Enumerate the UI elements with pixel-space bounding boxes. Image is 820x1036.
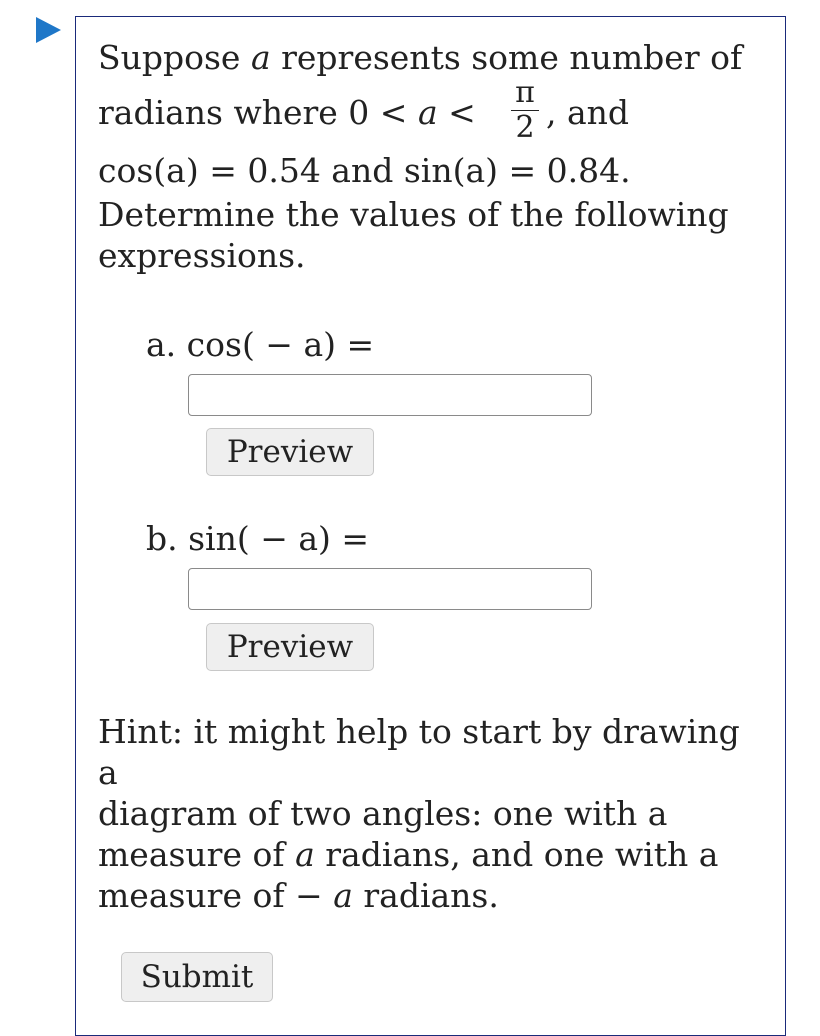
part-a-label: a. cos( − a) = [146,325,375,364]
question-panel [75,16,786,1036]
part-b-preview-button[interactable]: Preview [206,623,374,671]
question-line-3: cos(a) = 0.54 and sin(a) = 0.84. [98,151,631,190]
part-a-answer-input[interactable] [188,374,592,416]
part-a-preview-button[interactable]: Preview [206,428,374,476]
part-b-label: b. sin( − a) = [146,519,370,558]
submit-button[interactable]: Submit [121,952,273,1002]
part-b-answer-input[interactable] [188,568,592,610]
question-line-4: Determine the values of the following [98,195,729,234]
hint-text: Hint: it might help to start by drawing a diagram of two angles: one with a measure of a radians, and one with a measure of − a radians. [98,712,740,915]
question-text [98,37,758,276]
question-line-1: Suppose a represents some number of [98,38,743,77]
pi-over-2-fraction: π 2 [508,76,542,145]
question-line-5: expressions. [98,236,306,275]
play-triangle-icon[interactable] [36,17,61,43]
question-line-2: radians where 0 < a < π 2 , and [98,75,630,145]
